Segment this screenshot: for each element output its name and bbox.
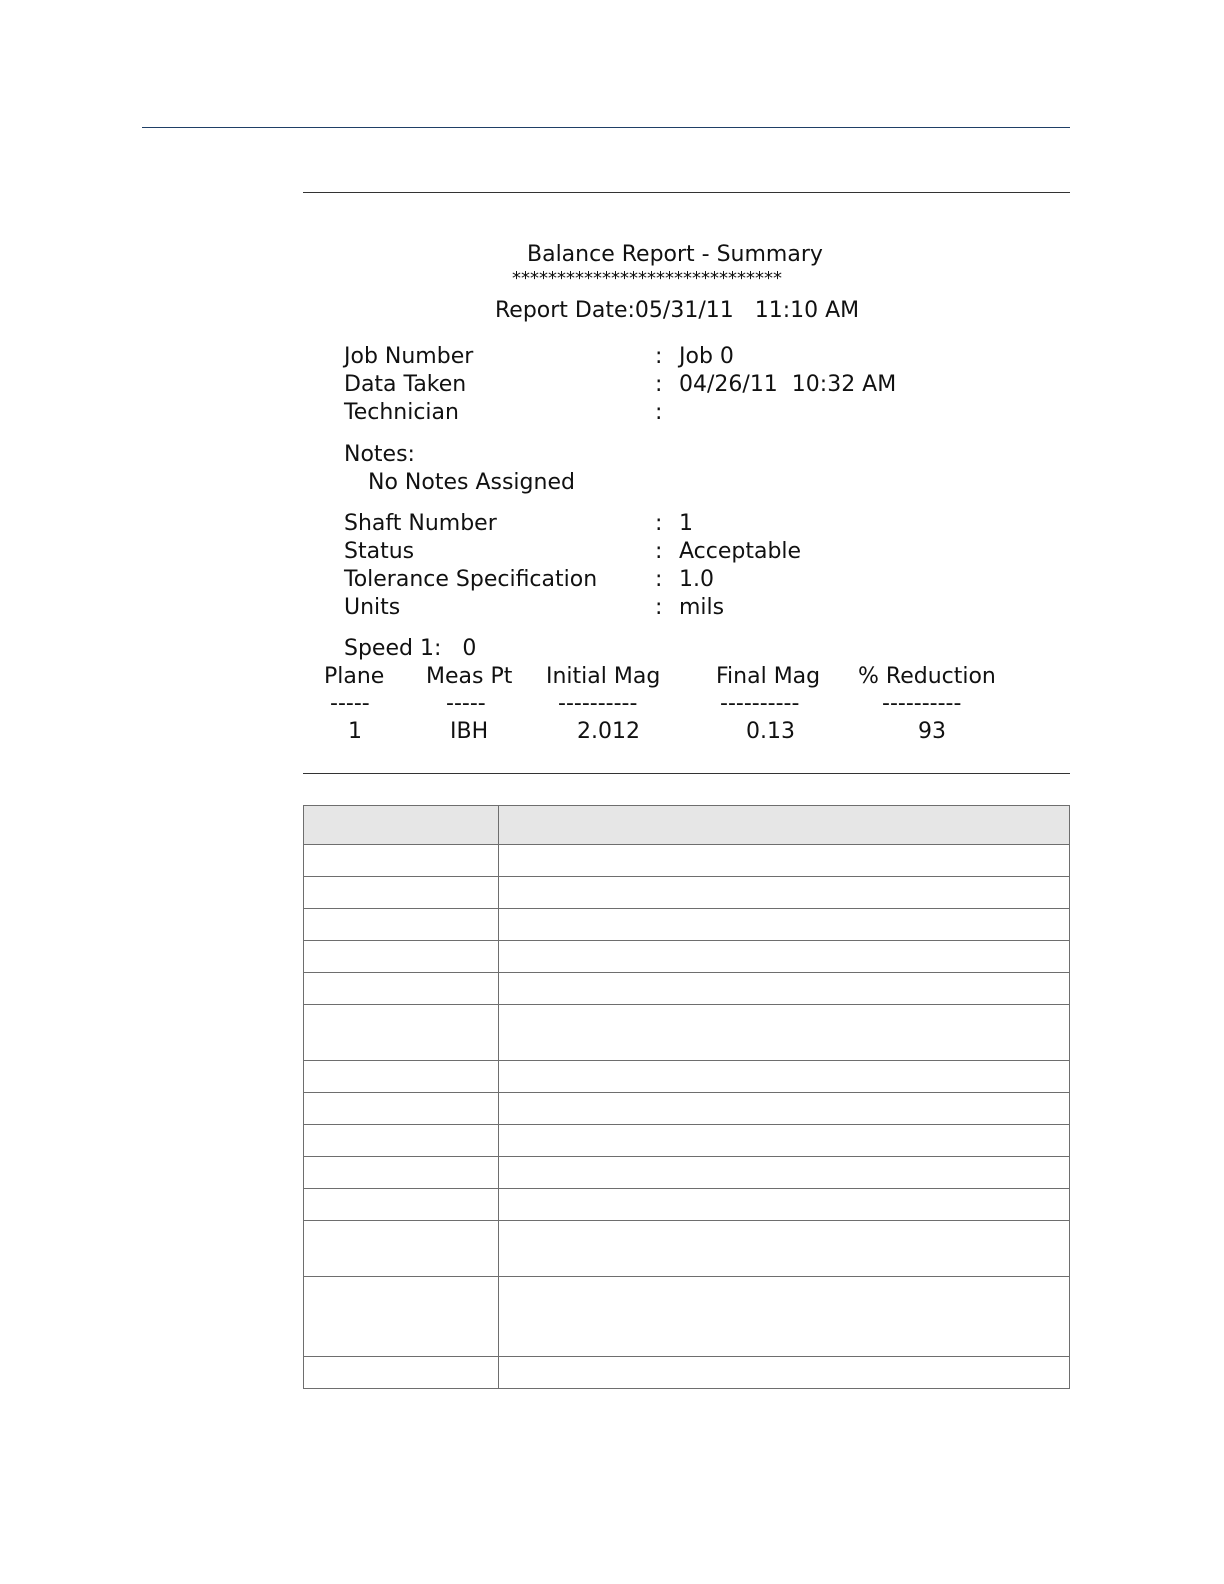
description-table [303,805,1070,1389]
table-row [304,845,1070,877]
table-row [304,1277,1070,1357]
table-cell [304,1157,499,1189]
field-value-shaft-number: 1 [679,511,693,536]
table-row [304,909,1070,941]
field-label-job-number: Job Number [344,344,474,369]
report-title: Balance Report - Summary [527,242,823,267]
table-row [304,1357,1070,1389]
figure-bottom-rule [303,773,1070,774]
cell-final-mag: 0.13 [746,719,795,744]
column-divider: ---------- [720,691,800,716]
table-cell [304,941,499,973]
column-divider: ----- [330,691,370,716]
field-value-tolerance: 1.0 [679,567,714,592]
field-value-units: mils [679,595,725,620]
table-cell [499,1357,1070,1389]
table-cell [304,1125,499,1157]
table-row [304,1005,1070,1061]
table-cell [499,1061,1070,1093]
table-cell [499,1221,1070,1277]
notes-label: Notes: [344,442,415,467]
column-header-plane: Plane [324,664,385,689]
table-cell [499,973,1070,1005]
table-row [304,1221,1070,1277]
cell-plane: 1 [348,719,362,744]
table-header-cell [499,806,1070,845]
field-label-units: Units [344,595,401,620]
cell-meas-pt: IBH [450,719,489,744]
table-cell [304,1093,499,1125]
report-date: Report Date:05/31/11 11:10 AM [495,298,860,323]
table-cell [499,1005,1070,1061]
table-cell [499,941,1070,973]
speed-label: Speed 1: 0 [344,636,477,661]
table-cell [499,1277,1070,1357]
field-colon: : [655,539,663,564]
table-cell [499,1189,1070,1221]
table-cell [304,909,499,941]
column-header-initial-mag: Initial Mag [546,664,661,689]
column-header-final-mag: Final Mag [716,664,821,689]
field-colon: : [655,372,663,397]
table-row [304,1157,1070,1189]
field-colon: : [655,595,663,620]
notes-text: No Notes Assigned [368,470,575,495]
table-cell [499,845,1070,877]
column-divider: ---------- [558,691,638,716]
field-colon: : [655,344,663,369]
table-row [304,941,1070,973]
table-cell [499,1093,1070,1125]
table-row [304,1125,1070,1157]
table-cell [304,973,499,1005]
table-cell [304,1221,499,1277]
cell-reduction: 93 [918,719,946,744]
table-row [304,1061,1070,1093]
report-title-underline: ****************************** [512,268,782,289]
table-cell [499,877,1070,909]
table-row [304,1093,1070,1125]
field-value-job-number: Job 0 [679,344,734,369]
cell-initial-mag: 2.012 [577,719,640,744]
column-divider: ---------- [882,691,962,716]
table-cell [304,1005,499,1061]
field-label-technician: Technician [344,400,459,425]
field-label-data-taken: Data Taken [344,372,467,397]
column-divider: ----- [446,691,486,716]
table-cell [304,1357,499,1389]
column-header-reduction: % Reduction [858,664,996,689]
field-label-shaft-number: Shaft Number [344,511,497,536]
column-header-meas-pt: Meas Pt [426,664,513,689]
field-value-data-taken: 04/26/11 10:32 AM [679,372,897,397]
field-colon: : [655,567,663,592]
table-row [304,877,1070,909]
table-row [304,973,1070,1005]
field-colon: : [655,511,663,536]
table-header-row [304,806,1070,845]
table-cell [304,1061,499,1093]
table-cell [304,845,499,877]
field-label-tolerance: Tolerance Specification [344,567,598,592]
table-cell [304,1189,499,1221]
table-cell [304,877,499,909]
table-header-cell [304,806,499,845]
table-cell [304,1277,499,1357]
table-row [304,1189,1070,1221]
field-label-status: Status [344,539,415,564]
field-value-status: Acceptable [679,539,802,564]
table-cell [499,1125,1070,1157]
field-colon: : [655,400,663,425]
table-cell [499,1157,1070,1189]
table-cell [499,909,1070,941]
